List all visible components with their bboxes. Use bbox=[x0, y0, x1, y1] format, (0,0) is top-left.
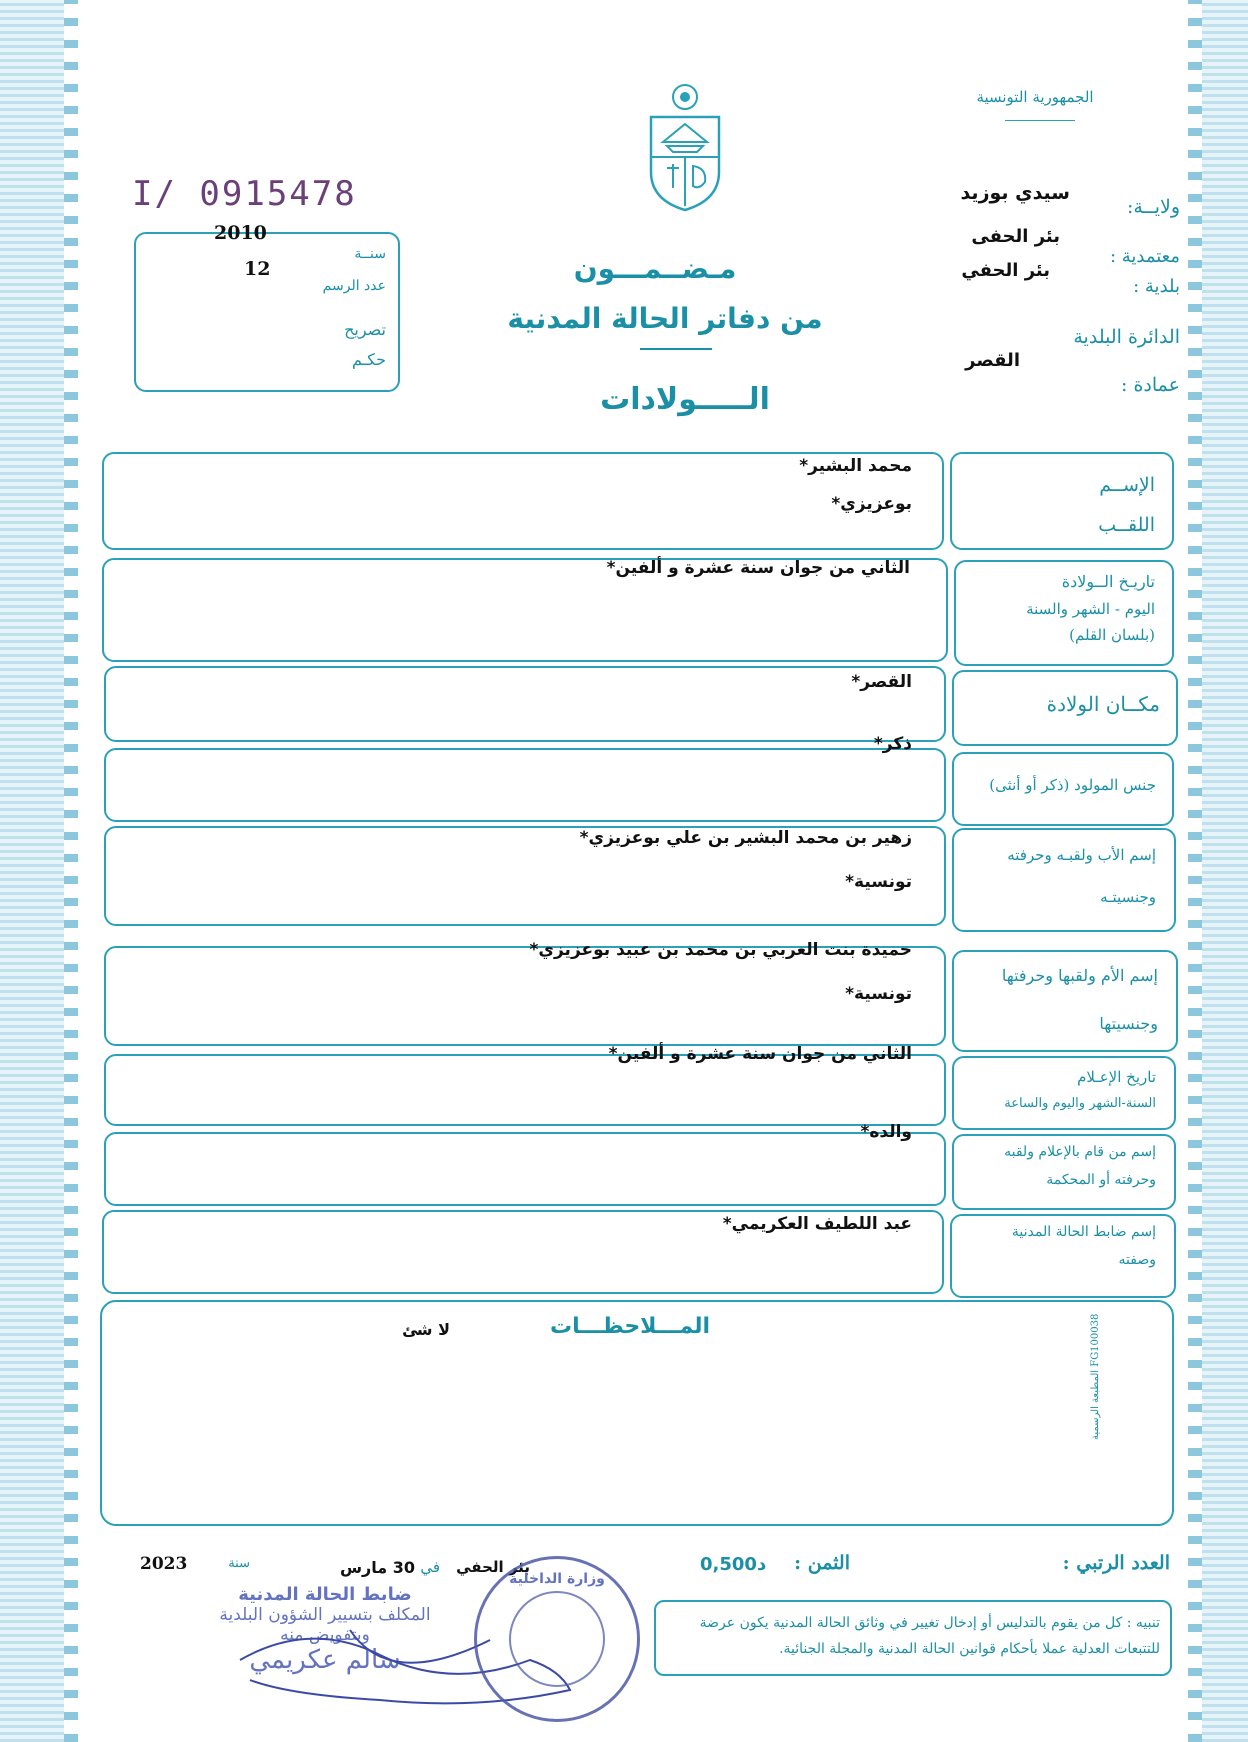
issue-in-label: في bbox=[420, 1558, 440, 1576]
register-declaration-label: تصريح bbox=[344, 320, 386, 339]
stamp-line-1: ضابط الحالة المدنية bbox=[238, 1584, 412, 1605]
registrar-sublabel: وصفته bbox=[1118, 1252, 1156, 1268]
ordinal-number-label: العدد الرتبي : bbox=[1062, 1552, 1170, 1574]
serial-number: I/ 0915478 bbox=[132, 174, 357, 214]
births-heading: الـــــولادات bbox=[600, 382, 770, 417]
decorative-border-left bbox=[0, 0, 78, 1742]
birth-place-label: مكــان الولادة bbox=[1046, 692, 1160, 716]
official-seal bbox=[474, 1556, 640, 1722]
register-number-value: 12 bbox=[244, 258, 271, 280]
surname-label: اللقــب bbox=[1098, 514, 1155, 536]
remarks-label: المـــلاحظـــات bbox=[549, 1314, 710, 1339]
issue-year-label: سنة bbox=[228, 1556, 250, 1571]
heading-divider bbox=[1005, 120, 1075, 121]
declarant-label: إسم من قام بالإعلام ولقبه bbox=[1004, 1144, 1156, 1160]
registrar-value: عبد اللطيف العكريمي* bbox=[722, 1214, 912, 1234]
stamp-line-2: المكلف بتسيير الشؤون البلدية bbox=[219, 1605, 431, 1625]
issue-year-value: 2023 bbox=[140, 1554, 188, 1574]
coat-of-arms-emblem bbox=[645, 82, 725, 212]
register-box bbox=[134, 222, 400, 392]
row-father-label-box bbox=[952, 828, 1176, 932]
decorative-border-right bbox=[1188, 0, 1248, 1742]
imada-label: عمادة : bbox=[1121, 374, 1180, 396]
mother-nationality-label: وجنسيتها bbox=[1099, 1014, 1158, 1033]
delegation-label: معتمدية : bbox=[1109, 246, 1180, 267]
mother-nationality-value: تونسية* bbox=[845, 984, 912, 1004]
birth-date-sublabel: اليوم - الشهر والسنة bbox=[1026, 600, 1155, 618]
declarant-value: والده* bbox=[860, 1122, 912, 1142]
price-value: 0,500د bbox=[700, 1554, 767, 1575]
row-sex-value-box bbox=[104, 748, 946, 822]
sex-value: ذكر* bbox=[873, 734, 912, 754]
declarant-sublabel: وحرفته أو المحكمة bbox=[1046, 1172, 1156, 1188]
district-label: الدائرة البلدية bbox=[1073, 326, 1180, 348]
municipality-value: بئر الحفي bbox=[961, 260, 1050, 281]
price-label: الثمن : bbox=[794, 1552, 850, 1574]
father-label: إسم الأب ولقبـه وحرفته bbox=[1007, 846, 1156, 864]
register-number-label: عدد الرسم bbox=[322, 278, 386, 294]
birth-place-value: القصر* bbox=[851, 672, 912, 692]
wilaya-value: سيدي بوزيد bbox=[960, 182, 1070, 204]
warning-text: تنبيه : كل من يقوم بالتدليس أو إدخال تغيير في وثائق الحالة المدنية يكون عرضة للتتبعات العدلية عملا بأحكام قوانين الحالة المدنية والمجلة الجنائية. bbox=[699, 1615, 1160, 1657]
declaration-date-label: تاريخ الإعـلام bbox=[1077, 1068, 1156, 1086]
issue-date: 30 مارس bbox=[339, 1558, 415, 1577]
mother-value: حميدة بنت العربي بن محمد بن عبيد بوعزيزي* bbox=[529, 940, 912, 960]
delegation-value: بئر الحفى bbox=[971, 226, 1060, 247]
declaration-date-value: الثاني من جوان سنة عشرة و ألفين* bbox=[608, 1044, 912, 1064]
registrar-label: إسم ضابط الحالة المدنية bbox=[1011, 1224, 1156, 1240]
sex-label: جنس المولود (ذكر أو أنثى) bbox=[989, 776, 1156, 794]
given-name-label: الإســم bbox=[1099, 474, 1155, 496]
father-value: زهير بن محمد البشير بن علي بوعزيزي* bbox=[579, 828, 912, 848]
surname-value: بوعزيزي* bbox=[831, 494, 912, 514]
official-seal-inner bbox=[509, 1591, 605, 1687]
official-seal-text: وزارة الداخلية bbox=[509, 1571, 605, 1587]
republic-heading: الجمهورية التونسية bbox=[976, 88, 1094, 106]
title-line-2: من دفاتر الحالة المدنية bbox=[507, 302, 823, 335]
row-declarant-value-box bbox=[104, 1132, 946, 1206]
wilaya-label: ولايــة: bbox=[1126, 196, 1180, 218]
register-year-value: 2010 bbox=[214, 222, 267, 244]
imada-value: القصر bbox=[965, 350, 1020, 371]
issue-place: بئر الحفي bbox=[456, 1558, 530, 1576]
birth-date-note: (بلسان القلم) bbox=[1069, 626, 1155, 644]
side-print-code: المطبعة الرسمية FG100038 bbox=[1090, 1313, 1101, 1440]
father-nationality-value: تونسية* bbox=[845, 872, 912, 892]
stamp-line-4: سالم عكريمي bbox=[249, 1645, 401, 1675]
title-underline bbox=[640, 348, 712, 350]
municipality-label: بلدية : bbox=[1133, 276, 1180, 297]
declaration-date-sublabel: السنة-الشهر واليوم والساعة bbox=[1004, 1096, 1156, 1111]
birth-date-label: تاريـخ الــولادة bbox=[1061, 572, 1155, 591]
remarks-value: لا شئ bbox=[402, 1320, 450, 1339]
mother-label: إسم الأم ولقبها وحرفتها bbox=[1001, 966, 1158, 985]
father-nationality-label: وجنسيتـه bbox=[1100, 888, 1156, 906]
title-line-1: مـضــمـــون bbox=[573, 252, 737, 285]
register-year-label: سنــة bbox=[354, 246, 386, 262]
stamp-line-3: وبتفويض منه bbox=[280, 1625, 370, 1645]
row-declaration-date-value-box bbox=[104, 1054, 946, 1126]
birth-date-value: الثاني من جوان سنة عشرة و ألفين* bbox=[606, 558, 910, 578]
given-name-value: محمد البشير* bbox=[799, 456, 912, 476]
register-judgment-label: حكـم bbox=[351, 350, 386, 369]
